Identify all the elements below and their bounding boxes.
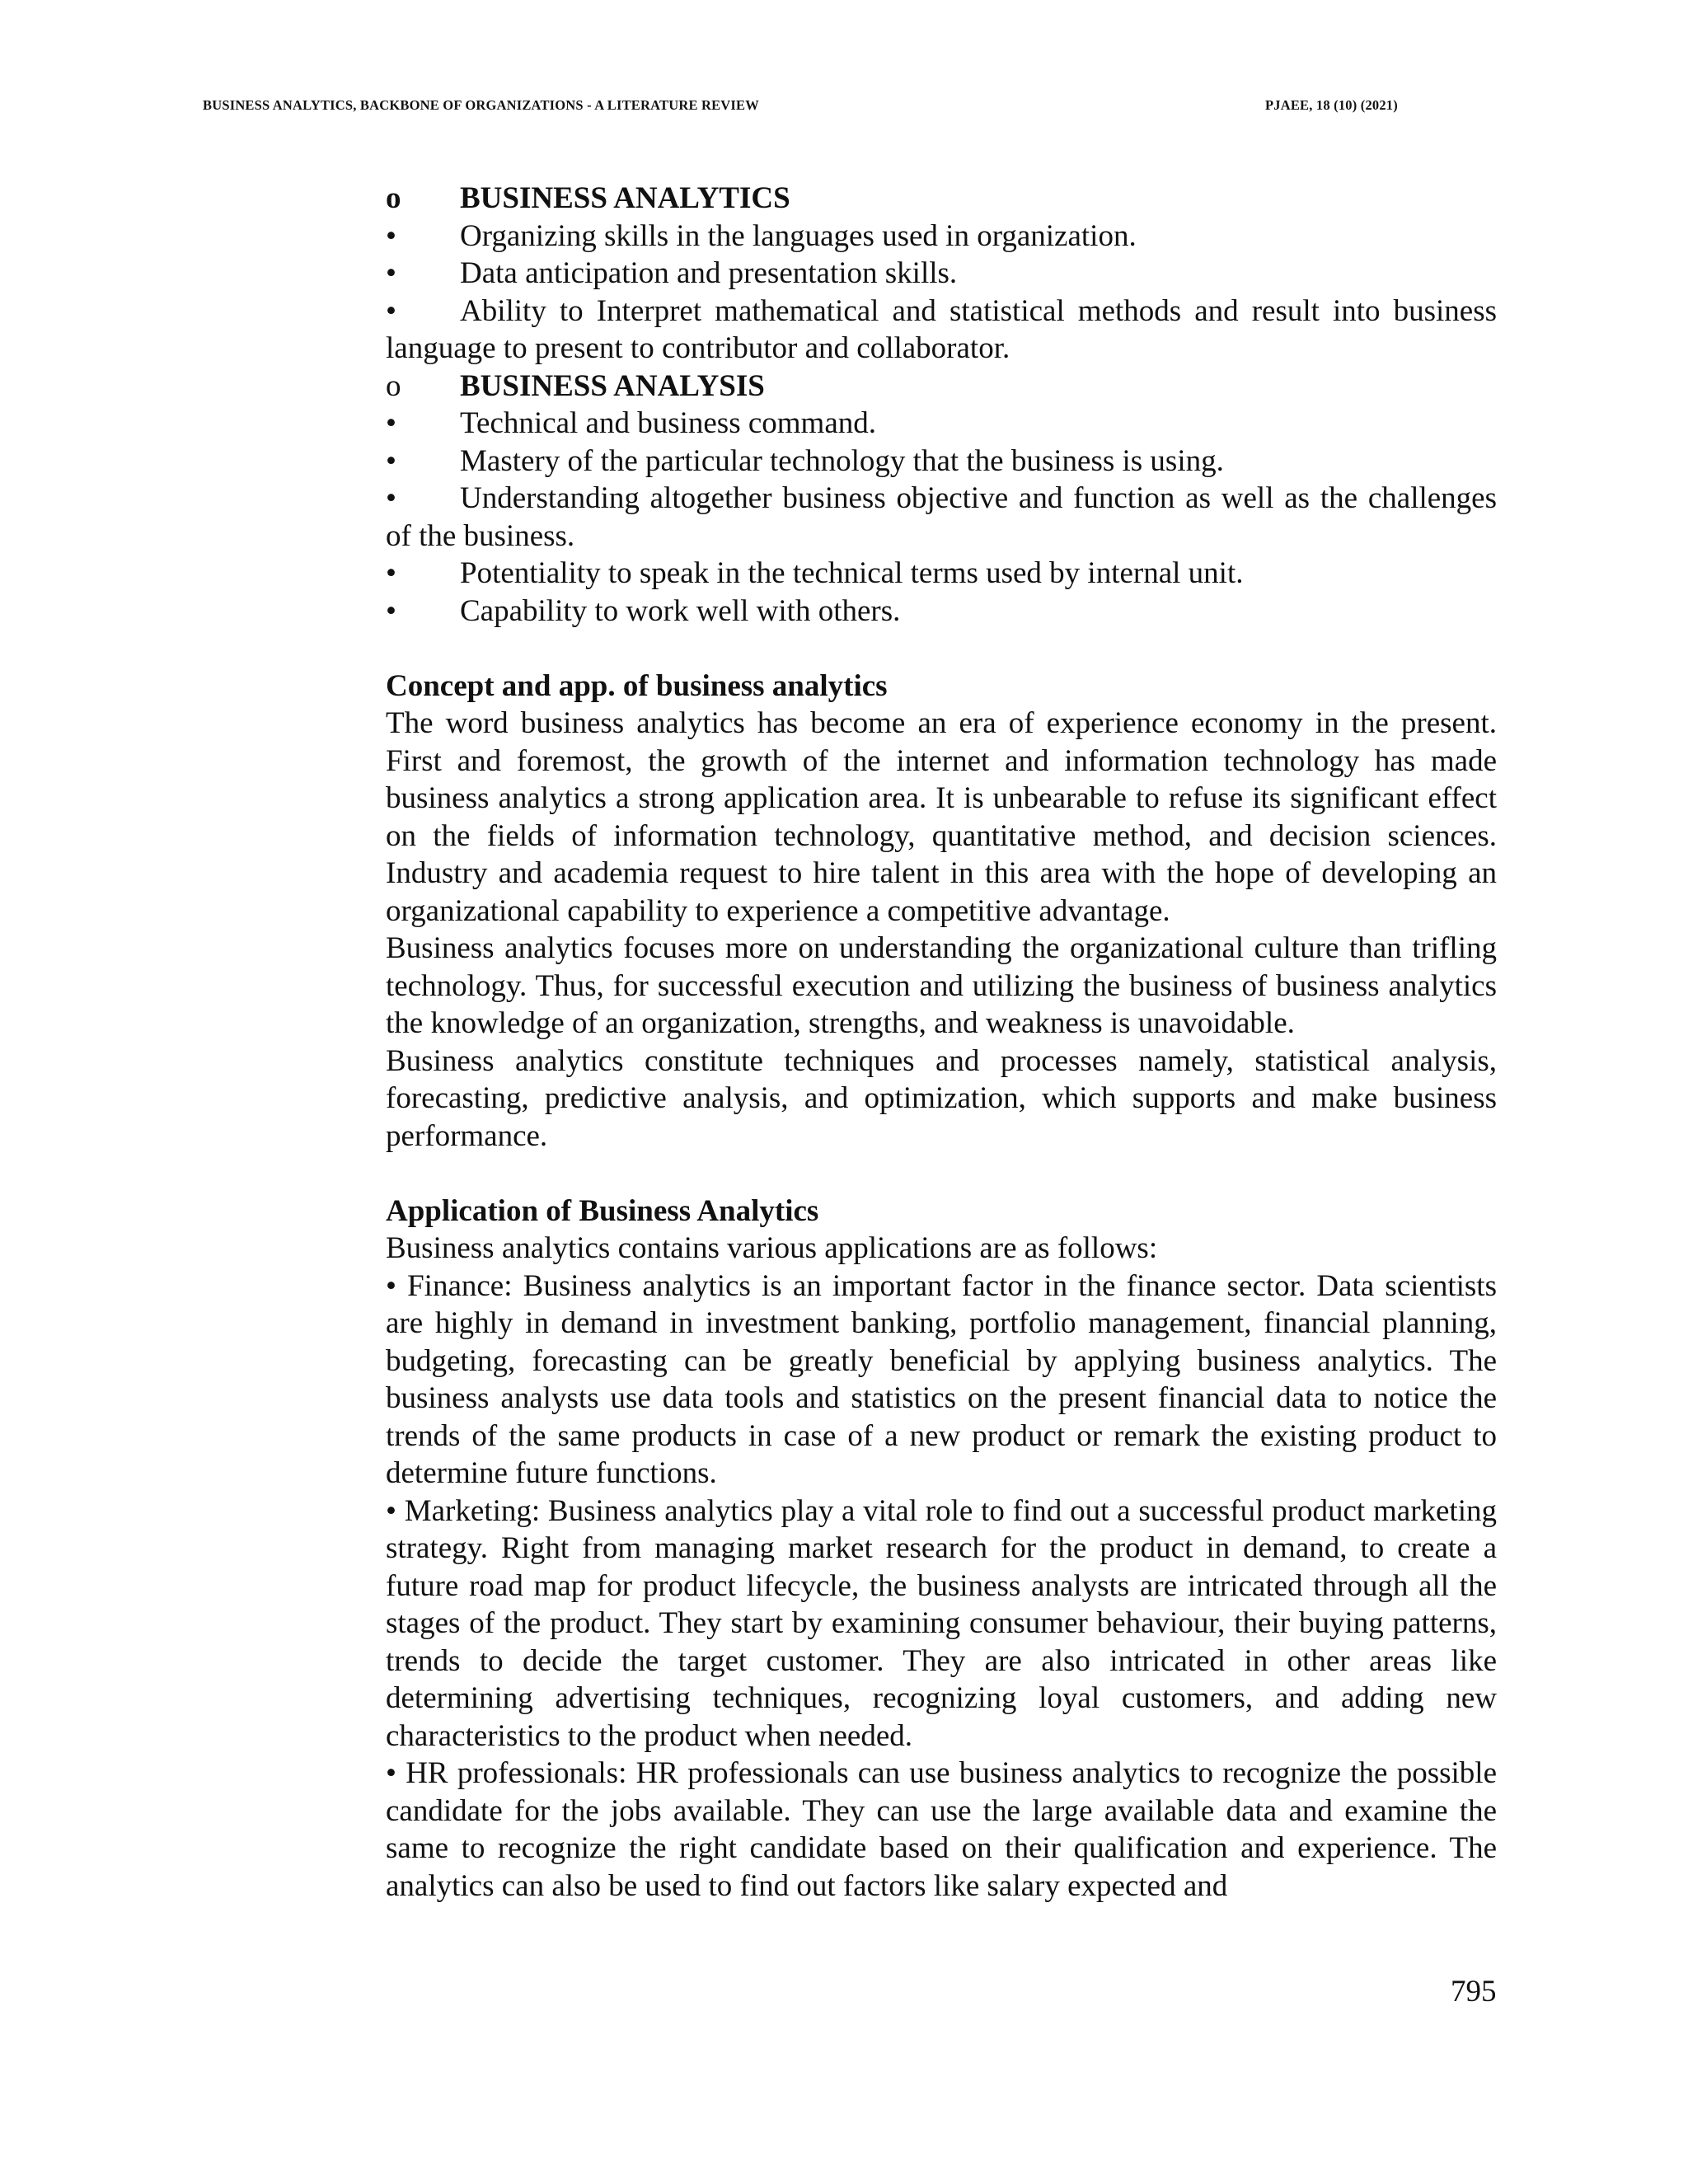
running-header-journal: PJAEE, 18 (10) (2021) (1265, 97, 1398, 113)
bullet-icon: • (386, 556, 396, 590)
list-item-text: Potentiality to speak in the technical terms used by internal unit. (460, 556, 1244, 590)
list-item (386, 443, 1497, 480)
list-item (386, 405, 1497, 443)
bullet-icon: • (386, 406, 396, 440)
list-item (386, 480, 1497, 555)
paragraph: Business analytics focuses more on understanding the organizational culture than trifling technology. Thus, for successful execution and utilizing the business of business analytics the knowledge of an organization, strengths, and weakness is unavoidable. (386, 931, 1497, 1040)
list-marker: o (386, 368, 401, 403)
list-item (386, 293, 1497, 368)
page-number: 795 (1451, 1975, 1497, 2008)
list-heading-text: BUSINESS ANALYTICS (460, 181, 790, 215)
list-item (386, 593, 1497, 630)
list-heading-business-analytics (386, 180, 1497, 218)
list-item-text: Organizing skills in the languages used in organization. (460, 218, 1137, 253)
spacer (386, 1155, 1497, 1193)
running-header-title: BUSINESS ANALYTICS, BACKBONE OF ORGANIZATIONS - A LITERATURE REVIEW (203, 97, 759, 113)
bullet-icon: • (386, 256, 396, 290)
bullet-icon: • (386, 218, 396, 253)
list-item-text: Understanding altogether business objective and function as well as the challenges of the business. (386, 481, 1497, 553)
paragraph: Business analytics constitute techniques and processes namely, statistical analysis, forecasting, predictive analysis, and optimization, which supports and make business performance. (386, 1043, 1497, 1153)
list-item-text: Mastery of the particular technology that the business is using. (460, 443, 1224, 478)
bullet-icon: • (386, 293, 396, 328)
paragraph-hr: • HR professionals: HR professionals can use business analytics to recognize the possible candidate for the jobs available. They can use the large available data and examine the same to recognize the right candidate based on their qualification and experience. The analytics can also be used to find out factors like salary expected and (386, 1756, 1497, 1903)
list-item (386, 555, 1497, 593)
bullet-icon: • (386, 443, 396, 478)
bullet-icon: • (386, 593, 396, 628)
list-marker: o (386, 181, 401, 215)
paragraph-marketing: • Marketing: Business analytics play a vital role to find out a successful product marketing strategy. Right from managing market research for the product in demand, to create a future road map for product lifecycle, the business analysts are intricated through all the stages of the product. They start by examining consumer behaviour, their buying patterns, trends to decide the target customer. They are also intricated in other areas like determining advertising techniques, recognizing loyal customers, and adding new characteristics to the product when needed. (386, 1493, 1497, 1753)
paragraph: The word business analytics has become an era of experience economy in the present. First and foremost, the growth of the internet and information technology has made business analytics a strong application area. It is unbearable to refuse its significant effect on the fields of information technology, quantitative method, and decision sciences. Industry and academia request to hire talent in this area with the hope of developing an organizational capability to experience a competitive advantage. (386, 706, 1497, 928)
spacer (386, 630, 1497, 668)
list-heading-business-analysis (386, 368, 1497, 405)
section-heading-concept: Concept and app. of business analytics (386, 668, 888, 703)
list-item-text: Data anticipation and presentation skills. (460, 256, 958, 290)
paragraph-finance: • Finance: Business analytics is an important factor in the finance sector. Data scientists are highly in demand in investment banking, portfolio management, financial planning, budgeting, forecasting can be greatly beneficial by applying business analytics. The business analysts use data tools and statistics on the present financial data to notice the trends of the same products in case of a new product or remark the existing product to determine future functions. (386, 1268, 1497, 1490)
bullet-icon: • (386, 481, 396, 515)
list-heading-text: BUSINESS ANALYSIS (460, 368, 765, 403)
list-item (386, 218, 1497, 255)
paragraph: Business analytics contains various applications are as follows: (386, 1231, 1158, 1265)
list-item-text: Technical and business command. (460, 406, 876, 440)
list-item-text: Ability to Interpret mathematical and statistical methods and result into business language to present to contributor and collaborator. (386, 293, 1497, 365)
list-item (386, 255, 1497, 293)
article-body (386, 180, 1497, 1905)
list-item-text: Capability to work well with others. (460, 593, 901, 628)
section-heading-application: Application of Business Analytics (386, 1193, 819, 1228)
